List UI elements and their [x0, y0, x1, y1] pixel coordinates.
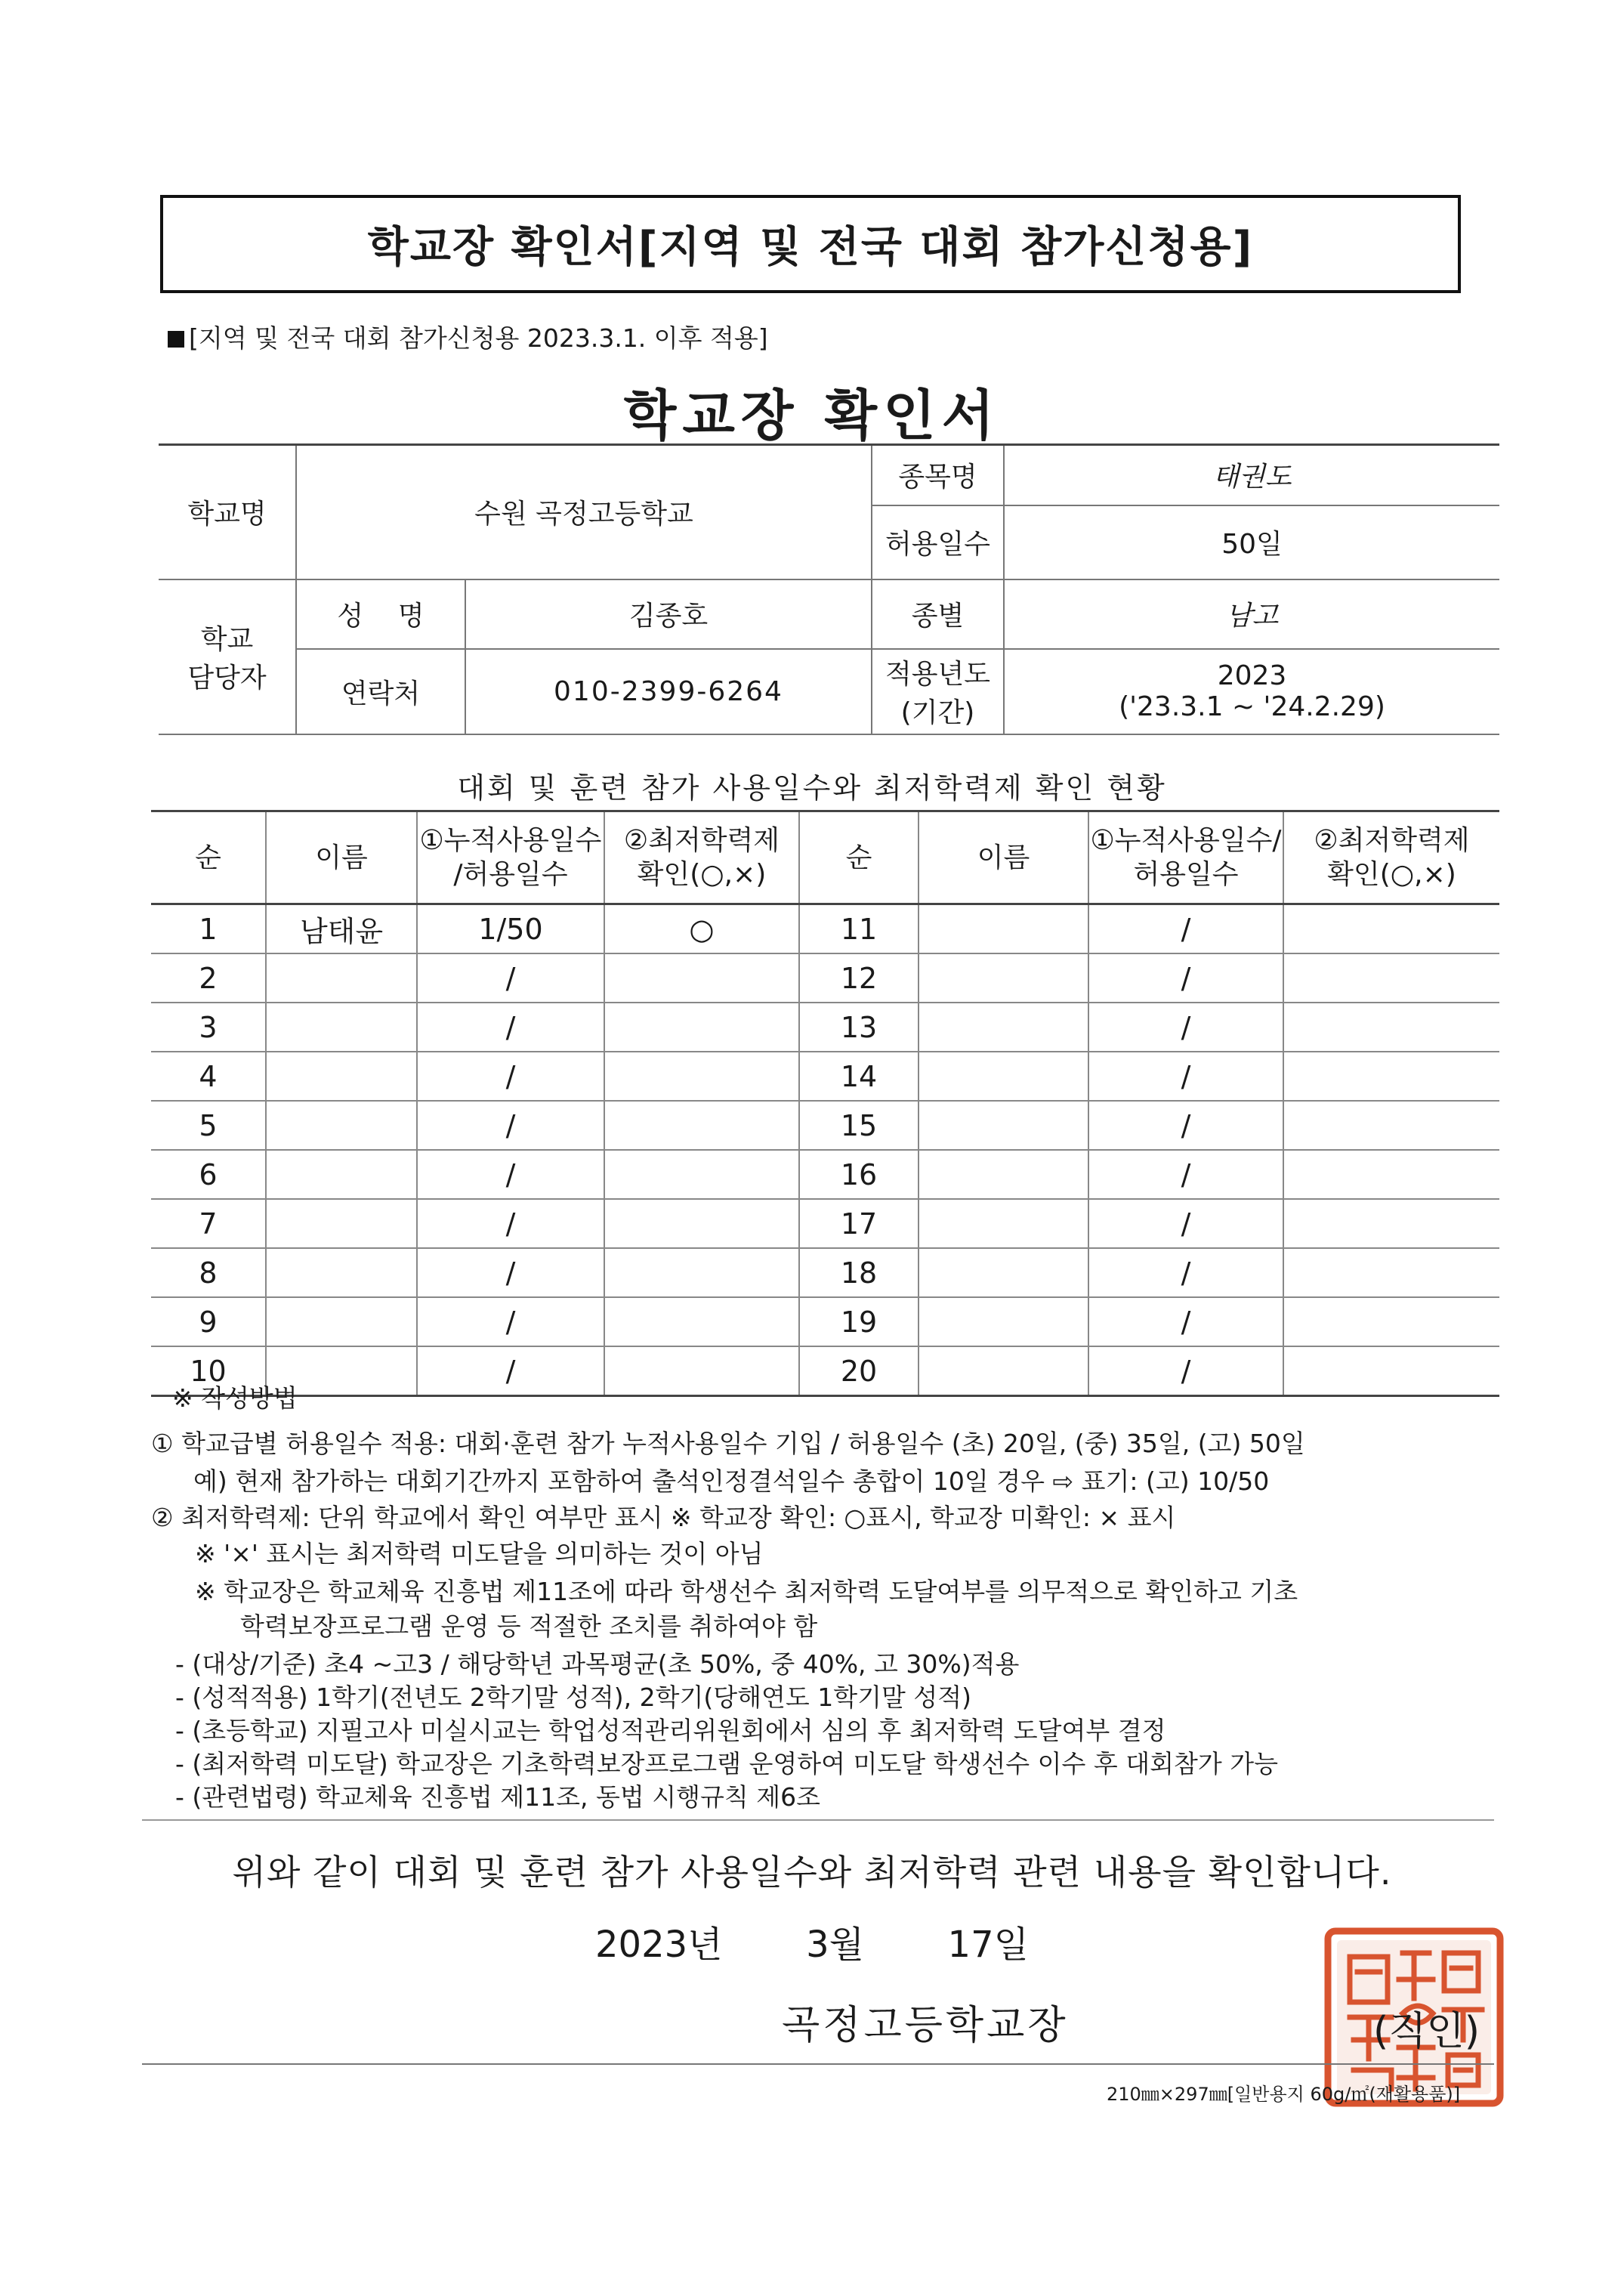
- row-check-left: ○: [604, 904, 799, 954]
- table-row: [151, 1003, 1499, 1052]
- detail-grades: - (성적적용) 1학기(전년도 2학기말 성적), 2학기(당해연도 1학기말 성적): [175, 1683, 972, 1712]
- detail-target: - (대상/기준) 초4 ~고3 / 해당학년 과목평균(초 50%, 중 40%, 고 30%)적용: [175, 1649, 1020, 1679]
- row-name-left: [266, 1101, 417, 1150]
- row-check-left: [604, 1101, 799, 1150]
- period-range: ('23.3.1 ~ '24.2.29): [1119, 691, 1385, 722]
- header-title: 학교장 확인서[지역 및 전국 대회 참가신청용]: [367, 223, 1254, 272]
- row-no-left: 10: [151, 1346, 266, 1396]
- gender-value: 남고: [1004, 579, 1499, 649]
- contact-label: 연락처: [296, 649, 465, 734]
- row-no-left: 8: [151, 1248, 266, 1297]
- row-days-left: /: [417, 1101, 604, 1150]
- table-row: [151, 1052, 1499, 1101]
- row-no-right: 13: [799, 1003, 919, 1052]
- row-name-left: [266, 1199, 417, 1248]
- note-4-continued: 학력보장프로그램 운영 등 적절한 조치를 취하여야 함: [240, 1612, 818, 1641]
- row-name-right: [919, 1346, 1088, 1396]
- confirmation-statement: 위와 같이 대회 및 훈련 참가 사용일수와 최저학력 관련 내용을 확인합니다.: [232, 1852, 1392, 1893]
- row-no-right: 15: [799, 1101, 919, 1150]
- divider: [142, 1819, 1494, 1821]
- row-check-right: [1283, 1199, 1499, 1248]
- note-1: ① 학교급별 허용일수 적용: 대회·훈련 참가 누적사용일수 기입 / 허용일수 (초) 20일, (중) 35일, (고) 50일: [151, 1429, 1305, 1458]
- gender-label: 종별: [872, 579, 1004, 649]
- event-label: 종목명: [872, 445, 1004, 505]
- detail-elementary: - (초등학교) 지필고사 미실시교는 학업성적관리위원회에서 심의 후 최저학력 도달여부 결정: [175, 1716, 1166, 1745]
- note-3: ※ '×' 표시는 최저학력 미도달을 의미하는 것이 아님: [195, 1539, 764, 1568]
- row-check-right: [1283, 1150, 1499, 1199]
- row-days-right: /: [1088, 1248, 1283, 1297]
- manager-label-line-2: 담당자: [187, 663, 267, 694]
- row-check-left: [604, 1297, 799, 1346]
- row-name-right: [919, 1150, 1088, 1199]
- row-name-left: [266, 1150, 417, 1199]
- row-check-right: [1283, 904, 1499, 954]
- period-year: 2023: [1217, 660, 1287, 691]
- row-check-left: [604, 1150, 799, 1199]
- manager-label-line-1: 학교: [200, 624, 254, 655]
- row-no-left: 9: [151, 1297, 266, 1346]
- school-name-label: 학교명: [159, 445, 296, 579]
- document-header-box: [160, 195, 1461, 293]
- table-row: [151, 1297, 1499, 1346]
- row-no-right: 12: [799, 953, 919, 1003]
- detail-law: - (관련법령) 학교체육 진흥법 제11조, 동법 시행규칙 제6조: [175, 1782, 820, 1812]
- period-label: [872, 649, 1004, 734]
- table-row: [151, 1346, 1499, 1396]
- header-check-left: [604, 811, 799, 904]
- period-label-line-1: 적용년도: [885, 659, 991, 690]
- row-check-right: [1283, 1297, 1499, 1346]
- allowed-days-value: 50일: [1004, 505, 1499, 579]
- row-check-left: [604, 953, 799, 1003]
- note-1-example: 예) 현재 참가하는 대회기간까지 포함하여 출석인정결석일수 총합이 10일 경우 ⇨ 표기: (고) 10/50: [193, 1466, 1270, 1496]
- period-value: [1004, 649, 1499, 734]
- row-check-right: [1283, 1248, 1499, 1297]
- row-days-left: /: [417, 1003, 604, 1052]
- roster-header-row: [151, 811, 1499, 904]
- paper-spec: 210㎜×297㎜[일반용지 60g/㎡(재활용품)]: [1107, 2084, 1461, 2105]
- header-days-right-line-1: ①누적사용일수/: [1090, 825, 1282, 856]
- row-no-right: 16: [799, 1150, 919, 1199]
- row-name-right: [919, 953, 1088, 1003]
- row-check-right: [1283, 1346, 1499, 1396]
- header-no-left: 순: [151, 811, 266, 904]
- header-no-right: 순: [799, 811, 919, 904]
- table-row: [151, 953, 1499, 1003]
- header-check-left-line-1: ②최저학력제: [623, 825, 780, 856]
- header-days-right: [1088, 811, 1283, 904]
- roster-table: [151, 810, 1499, 1397]
- header-days-left-line-2: /허용일수: [453, 859, 568, 890]
- row-days-left: /: [417, 1052, 604, 1101]
- row-days-left: 1/50: [417, 904, 604, 954]
- row-days-right: /: [1088, 953, 1283, 1003]
- detail-unmet: - (최저학력 미도달) 학교장은 기초학력보장프로그램 운영하여 미도달 학생선수 이수 후 대회참가 가능: [175, 1749, 1279, 1778]
- row-name-right: [919, 1003, 1088, 1052]
- school-info-table: [159, 443, 1499, 735]
- row-name-left: [266, 1003, 417, 1052]
- row-no-left: 4: [151, 1052, 266, 1101]
- applicability-note: [168, 319, 768, 354]
- header-check-right-line-2: 확인(○,×): [1327, 859, 1456, 890]
- row-check-left: [604, 1248, 799, 1297]
- row-no-right: 18: [799, 1248, 919, 1297]
- page-title: 학교장 확인서: [623, 384, 1001, 447]
- seal-label: (직인): [1373, 2009, 1480, 2054]
- manager-label: [159, 579, 296, 734]
- row-days-right: /: [1088, 1101, 1283, 1150]
- row-check-left: [604, 1003, 799, 1052]
- note-4: ※ 학교장은 학교체육 진흥법 제11조에 따라 학생선수 최저학력 도달여부를 의무적으로 확인하고 기초: [195, 1577, 1298, 1606]
- header-check-right-line-1: ②최저학력제: [1314, 825, 1470, 856]
- header-days-left-line-1: ①누적사용일수: [419, 825, 602, 856]
- table-row: [151, 1199, 1499, 1248]
- row-days-right: /: [1088, 1297, 1283, 1346]
- table-row: [151, 1101, 1499, 1150]
- square-bullet-icon: [168, 331, 184, 348]
- contact-value: 010-2399-6264: [465, 649, 872, 734]
- footer-divider: [142, 2063, 1494, 2065]
- row-days-left: /: [417, 1199, 604, 1248]
- note-2: ② 최저학력제: 단위 학교에서 확인 여부만 표시 ※ 학교장 확인: ○표시, 학교장 미확인: × 표시: [151, 1503, 1176, 1532]
- row-check-right: [1283, 953, 1499, 1003]
- row-days-left: /: [417, 1346, 604, 1396]
- row-name-right: [919, 1199, 1088, 1248]
- row-no-right: 17: [799, 1199, 919, 1248]
- row-name-right: [919, 1052, 1088, 1101]
- row-no-left: 2: [151, 953, 266, 1003]
- row-no-left: 3: [151, 1003, 266, 1052]
- row-check-left: [604, 1199, 799, 1248]
- row-days-right: /: [1088, 1150, 1283, 1199]
- row-check-right: [1283, 1003, 1499, 1052]
- row-days-right: /: [1088, 1346, 1283, 1396]
- row-check-left: [604, 1346, 799, 1396]
- row-no-right: 20: [799, 1346, 919, 1396]
- row-days-left: /: [417, 953, 604, 1003]
- table-row: [151, 1248, 1499, 1297]
- principal-title: 곡정고등학교장: [782, 2003, 1069, 2048]
- row-name-left: 남태윤: [266, 904, 417, 954]
- table-row: [151, 1150, 1499, 1199]
- row-no-right: 19: [799, 1297, 919, 1346]
- header-check-right: [1283, 811, 1499, 904]
- allowed-days-label: 허용일수: [872, 505, 1004, 579]
- header-check-left-line-2: 확인(○,×): [637, 859, 767, 890]
- header-name-right: 이름: [919, 811, 1088, 904]
- row-days-right: /: [1088, 1003, 1283, 1052]
- row-days-right: /: [1088, 1199, 1283, 1248]
- row-check-left: [604, 1052, 799, 1101]
- notes-heading: ※ 작성방법: [172, 1383, 298, 1413]
- issue-day: 17일: [947, 1924, 1029, 1966]
- row-days-left: /: [417, 1150, 604, 1199]
- row-no-right: 11: [799, 904, 919, 954]
- row-no-left: 1: [151, 904, 266, 954]
- row-days-left: /: [417, 1248, 604, 1297]
- applicability-note-text: [지역 및 전국 대회 참가신청용 2023.3.1. 이후 적용]: [189, 323, 768, 353]
- row-days-left: /: [417, 1297, 604, 1346]
- row-no-left: 6: [151, 1150, 266, 1199]
- period-label-line-2: (기간): [900, 697, 975, 728]
- school-name-value: 수원 곡정고등학교: [296, 445, 872, 579]
- row-name-right: [919, 904, 1088, 954]
- row-days-right: /: [1088, 1052, 1283, 1101]
- row-no-left: 7: [151, 1199, 266, 1248]
- row-name-right: [919, 1248, 1088, 1297]
- row-no-right: 14: [799, 1052, 919, 1101]
- section-title: 대회 및 훈련 참가 사용일수와 최저학력제 확인 현황: [457, 771, 1167, 805]
- row-name-right: [919, 1101, 1088, 1150]
- row-days-right: /: [1088, 904, 1283, 954]
- row-check-right: [1283, 1052, 1499, 1101]
- header-days-right-line-2: 허용일수: [1133, 859, 1239, 890]
- row-name-right: [919, 1297, 1088, 1346]
- manager-name-label: 성 명: [296, 579, 465, 649]
- row-name-left: [266, 1248, 417, 1297]
- manager-name-value: 김종호: [465, 579, 872, 649]
- issue-year: 2023년: [595, 1924, 723, 1966]
- table-row: [151, 904, 1499, 954]
- issue-month: 3월: [806, 1924, 864, 1966]
- header-name-left: 이름: [266, 811, 417, 904]
- event-value: 태권도: [1004, 445, 1499, 505]
- row-name-left: [266, 1052, 417, 1101]
- row-name-left: [266, 953, 417, 1003]
- header-days-left: [417, 811, 604, 904]
- row-check-right: [1283, 1101, 1499, 1150]
- row-no-left: 5: [151, 1101, 266, 1150]
- row-name-left: [266, 1297, 417, 1346]
